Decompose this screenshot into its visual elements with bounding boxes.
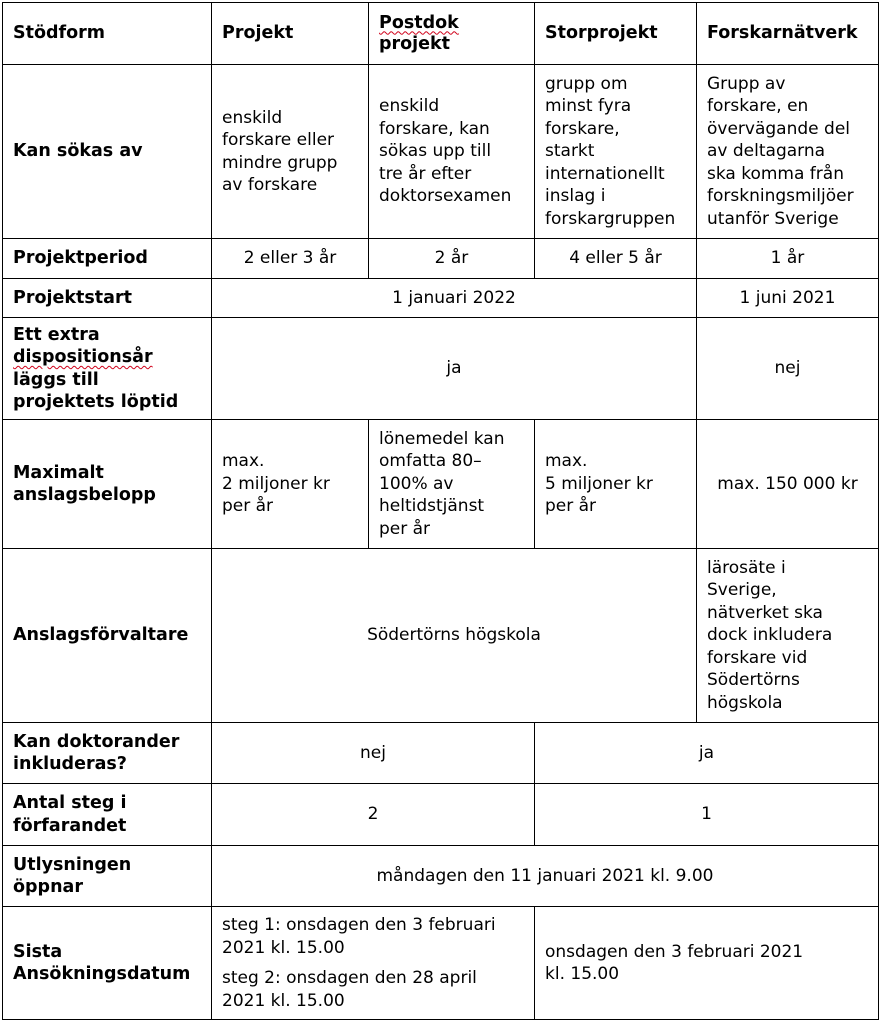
cell-kan-sokas-storprojekt: grupp om minst fyra forskare, starkt internationellt inslag i forskargruppen (535, 65, 697, 239)
cell-sista-datum-left (212, 907, 535, 1020)
table-row-kan-sokas-av (3, 65, 879, 239)
cell-projektperiod-projekt: 2 eller 3 år (212, 239, 369, 279)
label-projektets-loptid: projektets löptid (13, 392, 179, 412)
table-row-doktorander (3, 723, 879, 784)
header-stodform: Stödform (3, 3, 212, 65)
row-label-utlysning: Utlysningen öppnar (3, 846, 212, 907)
header-postdok-word: Postdok (379, 12, 459, 33)
row-label-anslagsbelopp: Maximalt anslagsbelopp (3, 420, 212, 549)
table-row-utlysning (3, 846, 879, 907)
table-row-projektstart (3, 279, 879, 318)
cell-kan-sokas-projekt: enskild forskare eller mindre grupp av forskare (212, 65, 369, 239)
cell-antal-steg-left: 2 (212, 784, 535, 846)
row-label-projektstart: Projektstart (3, 279, 212, 318)
label-dispositionsar: dispositionsår (13, 347, 153, 367)
cell-sista-datum-right: onsdagen den 3 februari 2021 kl. 15.00 (535, 907, 879, 1020)
header-storprojekt: Storprojekt (535, 3, 697, 65)
cell-kan-sokas-postdok: enskild forskare, kan sökas upp till tre år efter doktorsexamen (369, 65, 535, 239)
cell-anslagsbelopp-projekt: max. 2 miljoner kr per år (212, 420, 369, 549)
table-row-antal-steg (3, 784, 879, 846)
cell-anslagsbelopp-natverk: max. 150 000 kr (697, 420, 879, 549)
header-postdok (369, 3, 535, 65)
cell-anslagsforvaltare-shared: Södertörns högskola (212, 549, 697, 723)
cell-projektstart-shared: 1 januari 2022 (212, 279, 697, 318)
cell-dispositionsar-natverk: nej (697, 318, 879, 420)
table-row-projektperiod (3, 239, 879, 279)
cell-utlysning-value: måndagen den 11 januari 2021 kl. 9.00 (212, 846, 879, 907)
header-postdok-projekt: projekt (379, 33, 451, 54)
row-label-doktorander: Kan doktorander inkluderas? (3, 723, 212, 784)
header-projekt: Projekt (212, 3, 369, 65)
label-laggs-till: läggs till (13, 369, 99, 390)
row-label-kan-sokas-av: Kan sökas av (3, 65, 212, 239)
label-ett-extra: Ett extra (13, 324, 100, 345)
cell-anslagsbelopp-postdok: lönemedel kan omfatta 80– 100% av heltidstjänst per år (369, 420, 535, 549)
row-label-anslagsforvaltare: Anslagsförvaltare (3, 549, 212, 723)
table-row-header (3, 3, 879, 65)
cell-projektstart-natverk: 1 juni 2021 (697, 279, 879, 318)
cell-kan-sokas-natverk: Grupp av forskare, en övervägande del av deltagarna ska komma från forskningsmiljöer utanför Sverige (697, 65, 879, 239)
row-label-antal-steg: Antal steg i förfarandet (3, 784, 212, 846)
table-row-dispositionsar (3, 318, 879, 420)
sista-datum-steg2: steg 2: onsdagen den 28 april 2021 kl. 15.00 (222, 968, 477, 1011)
sista-datum-steg1: steg 1: onsdagen den 3 februari 2021 kl. 15.00 (222, 915, 496, 958)
table-row-sista-datum (3, 907, 879, 1020)
cell-doktorander-right: ja (535, 723, 879, 784)
cell-projektperiod-natverk: 1 år (697, 239, 879, 279)
table-row-anslagsforvaltare (3, 549, 879, 723)
cell-anslagsforvaltare-natverk: lärosäte i Sverige, nätverket ska dock inkludera forskare vid Södertörns högskola (697, 549, 879, 723)
cell-anslagsbelopp-storprojekt: max. 5 miljoner kr per år (535, 420, 697, 549)
row-label-projektperiod: Projektperiod (3, 239, 212, 279)
header-forskarnatverk: Forskarnätverk (697, 3, 879, 65)
table-row-anslagsbelopp (3, 420, 879, 549)
cell-projektperiod-storprojekt: 4 eller 5 år (535, 239, 697, 279)
row-label-sista-datum: Sista Ansökningsdatum (3, 907, 212, 1020)
row-label-dispositionsar (3, 318, 212, 420)
cell-projektperiod-postdok: 2 år (369, 239, 535, 279)
cell-dispositionsar-shared: ja (212, 318, 697, 420)
cell-doktorander-left: nej (212, 723, 535, 784)
stodform-table (2, 2, 879, 1020)
cell-antal-steg-right: 1 (535, 784, 879, 846)
